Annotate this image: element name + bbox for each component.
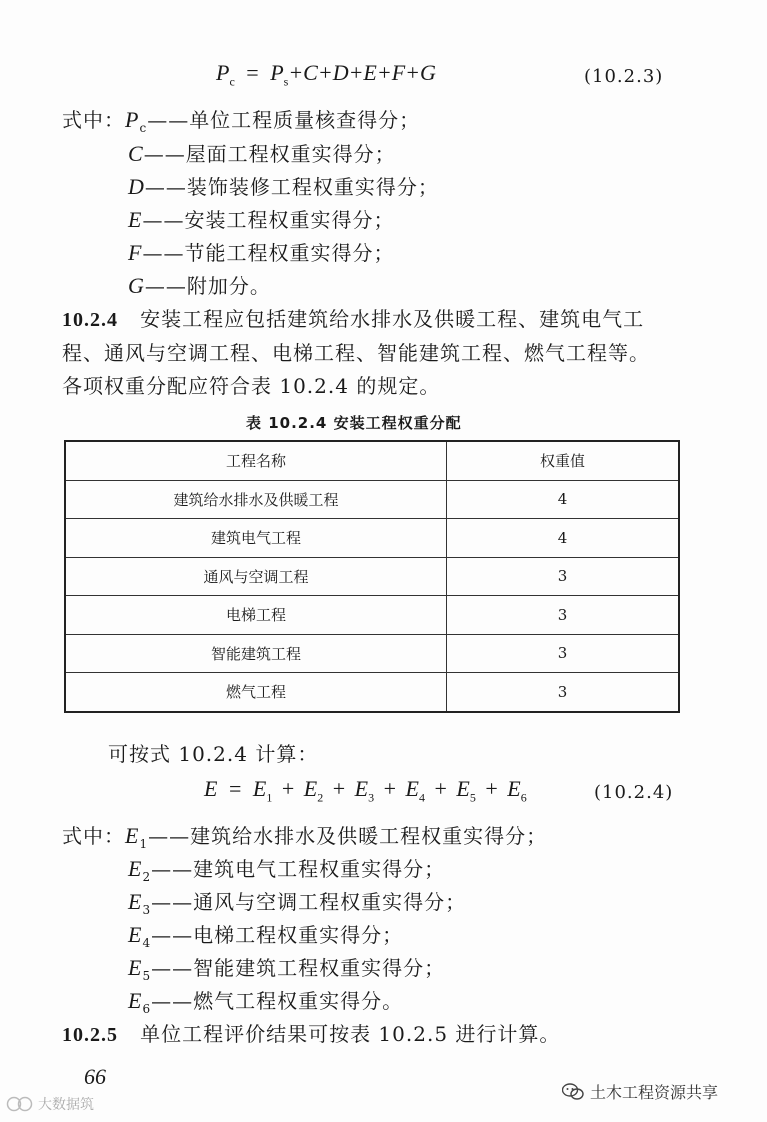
formula-10-2-3: $P_c = P_s+C+D+E+F+G$ [216,60,436,89]
table-row [65,596,679,635]
header-weight: 权重值 [447,441,680,480]
weight-table [64,440,680,713]
clause-10-2-4: 10.2.4 安装工程应包括建筑给水排水及供暖工程、建筑电气工 [62,307,645,331]
table-row [65,673,679,712]
where-item: E——安装工程权重实得分； [128,207,395,232]
clause-10-2-4-line3: 各项权重分配应符合表 10.2.4 的规定。 [62,374,441,398]
cell-project: 燃气工程 [65,673,447,712]
table-row [65,480,679,519]
where-item: $E_3——$通风与空调工程权重实得分； [128,889,467,917]
watermark-text: 土木工程资源共享 [590,1083,719,1102]
table-row [65,519,679,558]
cell-project: 电梯工程 [65,596,447,635]
where-item: $E_6——$燃气工程权重实得分。 [128,988,404,1016]
where-item: 式中：$P_c——$单位工程质量核查得分； [62,107,421,135]
table-caption: 表 10.2.4 安装工程权重分配 [246,414,462,432]
table-row [65,557,679,596]
where-item: C——屋面工程权重实得分； [128,141,396,166]
calc-intro: 可按式 10.2.4 计算： [108,742,319,766]
cell-project: 建筑电气工程 [65,519,447,558]
cell-weight: 4 [447,480,680,519]
header-project-name: 工程名称 [65,441,447,480]
cell-project: 通风与空调工程 [65,557,447,596]
where-item: D——装饰装修工程权重实得分； [128,174,439,199]
table-header-row [65,441,679,480]
where-item: $E_2——$建筑电气工程权重实得分； [128,856,446,884]
formula-10-2-4: $E = E_1 + E_2 + E_3 + E_4 + E_5 + E_6$ [204,776,527,805]
where-item: $E_5——$智能建筑工程权重实得分； [128,955,446,983]
formula-number-10-2-4: (10.2.4) [594,782,674,803]
clause-10-2-5: 10.2.5 单位工程评价结果可按表 10.2.5 进行计算。 [62,1022,561,1046]
page-number: 66 [84,1064,106,1089]
cell-weight: 3 [447,634,680,673]
cell-weight: 4 [447,519,680,558]
wechat-icon [562,1083,584,1101]
cell-weight: 3 [447,596,680,635]
cell-weight: 3 [447,673,680,712]
cell-weight: 3 [447,557,680,596]
where-item: F——节能工程权重实得分； [128,240,395,265]
watermark-left [6,1094,94,1114]
where-item: 式中：$E_1——$建筑给水排水及供暖工程权重实得分； [62,823,548,851]
cell-project: 建筑给水排水及供暖工程 [65,480,447,519]
watermark-logo-icon [6,1095,34,1113]
table-row [65,634,679,673]
clause-10-2-4-line2: 程、通风与空调工程、电梯工程、智能建筑工程、燃气工程等。 [62,341,650,365]
watermark-right [562,1080,718,1103]
cell-project: 智能建筑工程 [65,634,447,673]
watermark-left-text: 大数据筑 [38,1097,94,1113]
where-item: $E_4——$电梯工程权重实得分； [128,922,404,950]
formula-number-10-2-3: (10.2.3) [584,66,664,87]
where-item: G——附加分。 [128,273,271,298]
